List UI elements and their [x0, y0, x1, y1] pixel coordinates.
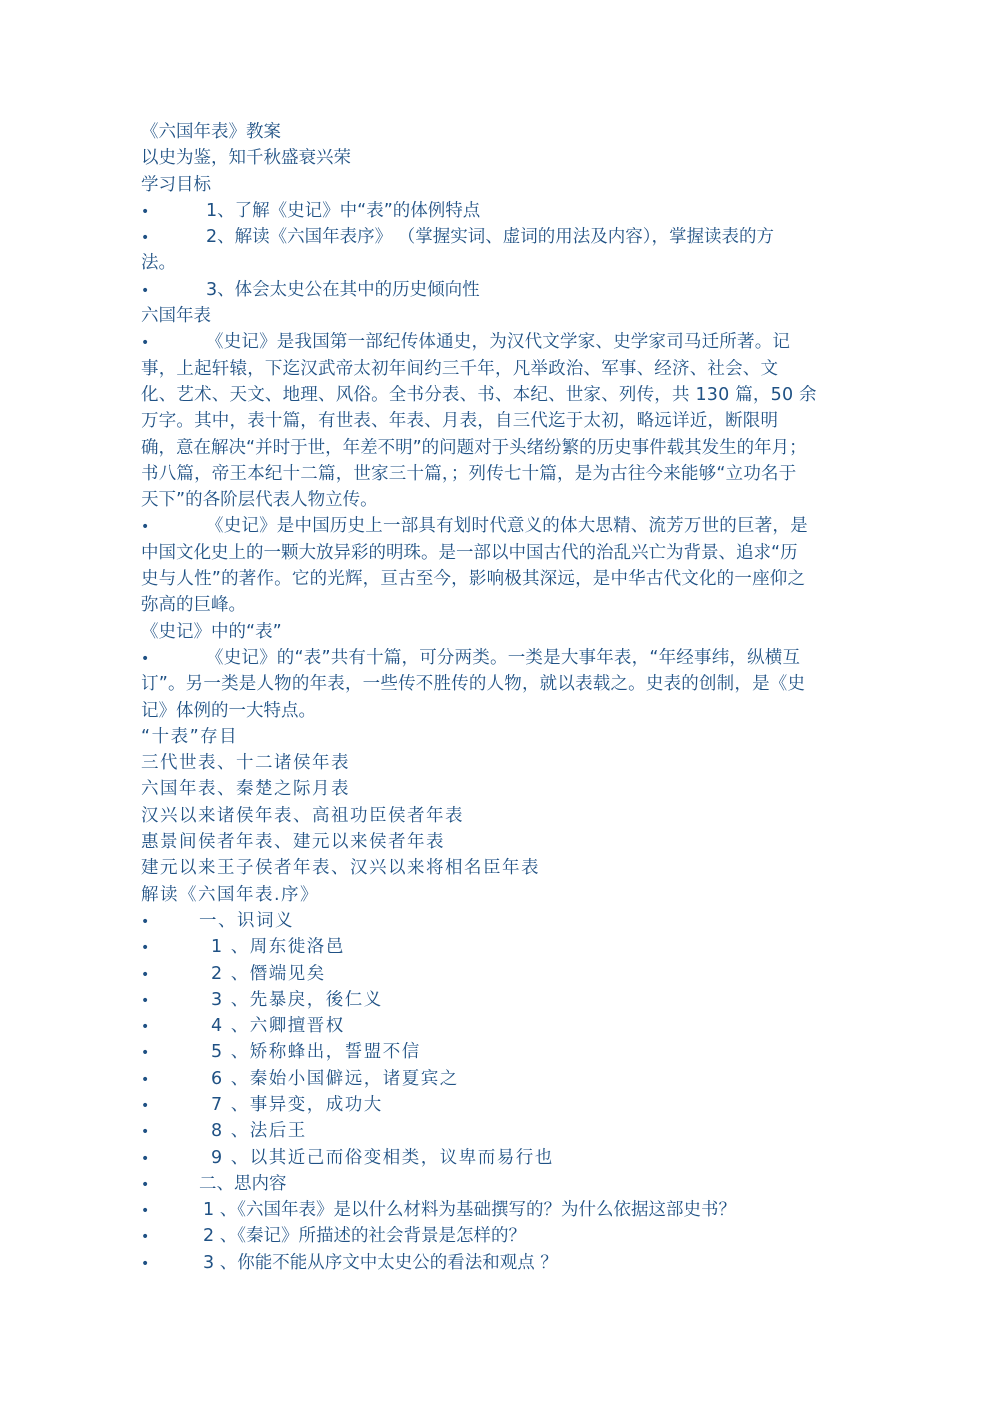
vocab-item-text: 6 、秦始小国僻远，诸夏宾之: [211, 1068, 459, 1089]
question-text: 1 、《六国年表》是以什么材料为基础撰写的？为什么依据这部史书？: [203, 1200, 736, 1221]
paragraph-line: 事，上起轩辕，下迄汉武帝太初年间约三千年，凡举政治、军事、经济、社会、文: [141, 358, 779, 379]
bullet-icon: •: [141, 1097, 150, 1114]
paragraph-text: 《史记》是我国第一部纪传体通史，为汉代文学家、史学家司马迁所著。记: [206, 332, 791, 353]
bullet-icon: •: [141, 1255, 150, 1272]
paragraph-text: 《史记》是中国历史上一部具有划时代意义的体大思精、流芳万世的巨著，是: [206, 516, 808, 537]
vocab-item-text: 8 、法后王: [211, 1121, 307, 1142]
vocab-heading: [141, 908, 851, 934]
paragraph-line: 中国文化史上的一颗大放异彩的明珠。是一部以中国古代的治乱兴亡为背景、追求“历: [141, 542, 798, 563]
bullet-icon: •: [141, 230, 150, 247]
bullet-icon: •: [141, 940, 150, 957]
vocab-item: [141, 1145, 851, 1171]
bullet-icon: •: [141, 992, 150, 1009]
content-heading-text: 二、思内容: [199, 1173, 287, 1194]
bullet-icon: •: [141, 1150, 150, 1167]
table-list-row: 六国年表、秦楚之际月表: [141, 779, 350, 800]
bullet-icon: •: [141, 1203, 150, 1220]
bullet-icon: •: [141, 1019, 150, 1036]
paragraph-line: [141, 329, 851, 355]
objective-text: 1、了解《史记》中“表”的体例特点: [206, 200, 481, 221]
question-item: [141, 1197, 851, 1223]
question-text: 2 、《秦记》所描述的社会背景是怎样的？: [203, 1226, 526, 1247]
bullet-icon: •: [141, 966, 150, 983]
vocab-item-text: 1 、周东徙洛邑: [211, 937, 345, 958]
objective-text: 2、解读《六国年表序》 （掌握实词、虚词的用法及内容），掌握读表的方: [206, 227, 774, 248]
question-item: [141, 1250, 851, 1276]
paragraph-line: 订”。另一类是人物的年表，一些传不胜传的人物，就以表载之。史表的创制，是《史: [141, 674, 806, 695]
section-heading-liuguo: 六国年表: [141, 306, 211, 327]
vocab-item: [141, 1066, 851, 1092]
section-heading-biao: 《史记》中的“表”: [141, 621, 282, 642]
vocab-item: [141, 1118, 851, 1144]
paragraph-line: 记》体例的一大特点。: [141, 700, 316, 721]
paragraph-text: 《史记》的“表”共有十篇，可分两类。一类是大事年表，“年经事纬，纵横互: [206, 647, 801, 668]
paragraph-line: 弥高的巨峰。: [141, 595, 246, 616]
bullet-icon: •: [141, 913, 150, 930]
paragraph-line: [141, 645, 851, 671]
paragraph-line: [141, 513, 851, 539]
bullet-icon: •: [141, 335, 150, 352]
lesson-plan-document: [141, 119, 851, 1276]
vocab-item: [141, 987, 851, 1013]
vocab-item-text: 9 、以其近己而俗变相类，议卑而易行也: [211, 1147, 554, 1168]
bullet-icon: •: [141, 282, 150, 299]
question-item: [141, 1223, 851, 1249]
bullet-icon: •: [141, 203, 150, 220]
vocab-item: [141, 1013, 851, 1039]
vocab-item-text: 5 、矫称蜂出，誓盟不信: [211, 1042, 421, 1063]
paragraph-line: 化、艺术、天文、地理、风俗。全书分表、书、本纪、世家、列传，共 130 篇，50 余: [141, 384, 817, 405]
vocab-item: [141, 934, 851, 960]
paragraph-line: 万字。其中，表十篇，有世表、年表、月表，自三代迄于太初，略远详近，断限明: [141, 411, 779, 432]
paragraph-line: 史与人性”的著作。它的光辉，亘古至今，影响极其深远，是中华古代文化的一座仰之: [141, 569, 806, 590]
vocab-heading-text: 一、识词义: [199, 910, 294, 931]
vocab-item-text: 7 、事异变，成功大: [211, 1094, 383, 1115]
objective-item: [141, 277, 851, 303]
table-list-row: 汉兴以来诸侯年表、高祖功臣侯者年表: [141, 805, 464, 826]
vocab-item-text: 3 、先暴戾，後仁义: [211, 989, 383, 1010]
table-list-row: 建元以来王子侯者年表、汉兴以来将相名臣年表: [141, 858, 540, 879]
question-text: 3 、你能不能从序文中太史公的看法和观点 ？: [203, 1252, 558, 1273]
section-heading-jiedu: 解读《六国年表.序》: [141, 884, 320, 905]
bullet-icon: •: [141, 1045, 150, 1062]
bullet-icon: •: [141, 1229, 150, 1246]
objective-text: 3、体会太史公在其中的历史倾向性: [206, 279, 480, 300]
objective-text-continued: 法。: [141, 253, 176, 274]
vocab-item-text: 2 、僭端见矣: [211, 963, 326, 984]
bullet-icon: •: [141, 1176, 150, 1193]
vocab-item: [141, 1092, 851, 1118]
section-heading-shibiao: “十表”存目: [141, 726, 239, 747]
vocab-item: [141, 961, 851, 987]
vocab-item-text: 4 、六卿擅晋权: [211, 1016, 345, 1037]
paragraph-line: 书八篇，帝王本纪十二篇，世家三十篇，；列传七十篇，是为古往今来能够“立功名于: [141, 463, 797, 484]
document-title: 《六国年表》教案: [141, 122, 281, 142]
bullet-icon: •: [141, 650, 150, 667]
objectives-heading: 学习目标: [141, 174, 211, 195]
bullet-icon: •: [141, 519, 150, 536]
bullet-icon: •: [141, 1124, 150, 1141]
document-subtitle: 以史为鉴，知千秋盛衰兴荣: [141, 148, 351, 169]
paragraph-line: 天下”的各阶层代表人物立传。: [141, 490, 378, 511]
table-list-row: 三代世表、十二诸侯年表: [141, 753, 350, 774]
objective-item: [141, 224, 851, 250]
objective-item: [141, 198, 851, 224]
table-list-row: 惠景间侯者年表、建元以来侯者年表: [141, 832, 445, 853]
paragraph-line: 确，意在解决“并时于世，年差不明”的问题对于头绪纷繁的历史事件载其发生的年月；: [141, 437, 807, 458]
vocab-item: [141, 1039, 851, 1065]
content-heading: [141, 1171, 851, 1197]
bullet-icon: •: [141, 1071, 150, 1088]
